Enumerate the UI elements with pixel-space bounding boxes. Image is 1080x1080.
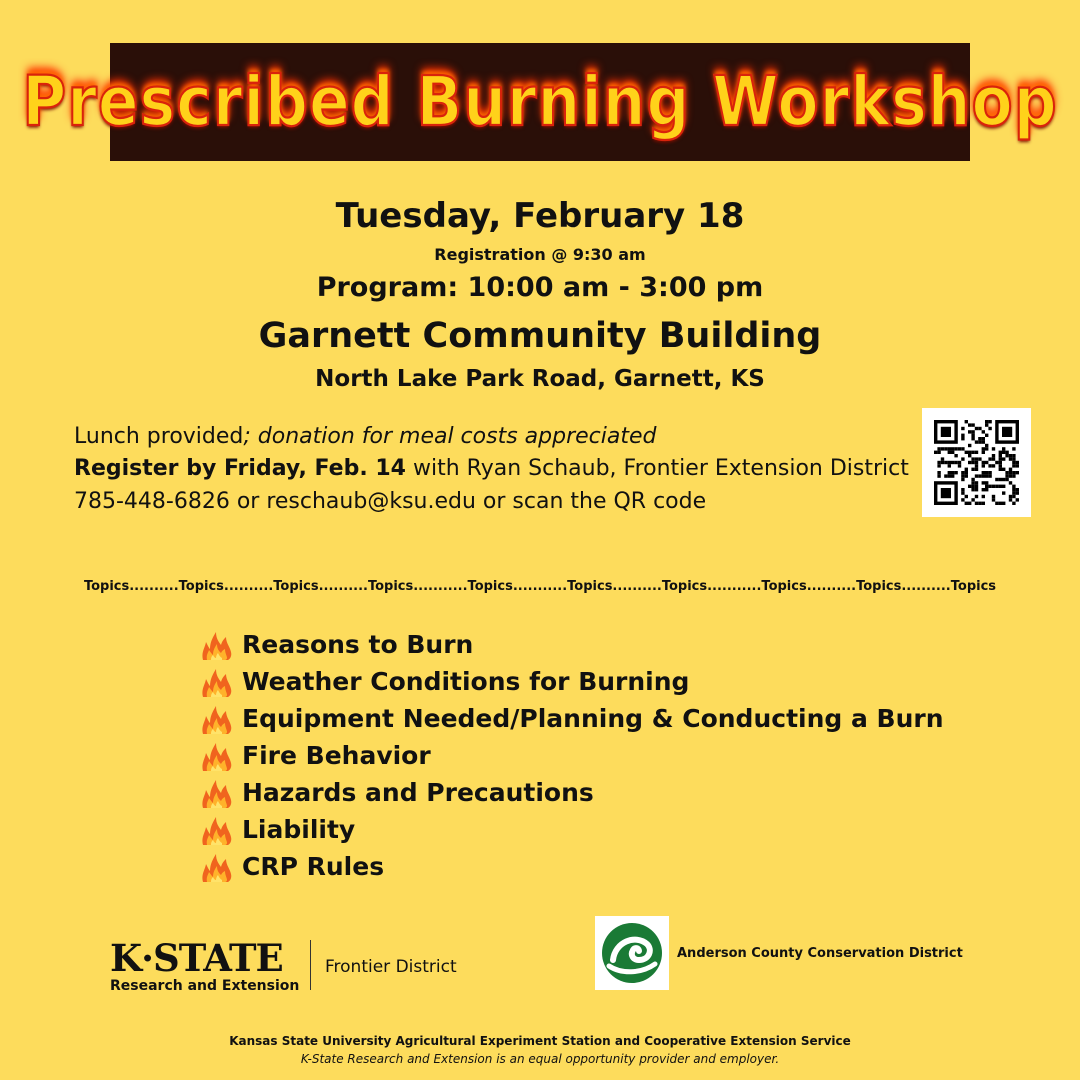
- program-time: Program: 10:00 am - 3:00 pm: [316, 272, 764, 303]
- list-item: [200, 737, 944, 774]
- register-contact-person: with Ryan Schaub, Frontier Extension District: [405, 456, 909, 481]
- conservation-district-logo: [595, 916, 669, 990]
- kstate-district: Frontier District: [325, 957, 457, 977]
- workshop-title: Prescribed Burning Workshop: [22, 61, 1058, 143]
- flame-icon: [200, 850, 234, 884]
- kstate-subtitle: Research and Extension: [110, 978, 300, 994]
- lunch-text: Lunch provided: [74, 424, 244, 449]
- topics-header: Topics..........Topics..........Topics..........Topics...........Topics...........Topics..........Topics...........Topics..........Topics..........Topics: [83, 579, 997, 594]
- flame-icon: [200, 813, 234, 847]
- title-banner: [22, 43, 1058, 161]
- logo-divider: [310, 940, 311, 990]
- conservation-district-name: Anderson County Conservation District: [677, 946, 963, 961]
- topic-list: [200, 626, 944, 885]
- register-deadline: Register by Friday, Feb. 14: [74, 456, 406, 481]
- topic-label: Weather Conditions for Burning: [242, 667, 690, 696]
- lunch-donation-text: ; donation for meal costs appreciated: [243, 424, 657, 449]
- register-info: [74, 456, 909, 481]
- list-item: [200, 663, 944, 700]
- venue-name: Garnett Community Building: [258, 316, 822, 356]
- list-item: [200, 811, 944, 848]
- footer-disclaimer: K-State Research and Extension is an equal opportunity provider and employer.: [300, 1052, 780, 1066]
- topic-label: Hazards and Precautions: [242, 778, 594, 807]
- list-item: [200, 700, 944, 737]
- event-date: Tuesday, February 18: [335, 196, 745, 236]
- kstate-wordmark: K·STATE: [110, 936, 283, 980]
- lunch-info: [74, 424, 656, 449]
- footer-institution: Kansas State University Agricultural Experiment Station and Cooperative Extension Service: [229, 1034, 851, 1048]
- topic-label: Reasons to Burn: [242, 630, 474, 659]
- topic-label: Equipment Needed/Planning & Conducting a Burn: [242, 704, 944, 733]
- qr-code-icon[interactable]: [922, 408, 1031, 517]
- venue-address: North Lake Park Road, Garnett, KS: [315, 366, 765, 392]
- topic-label: Fire Behavior: [242, 741, 431, 770]
- flame-icon: [200, 776, 234, 810]
- list-item: [200, 626, 944, 663]
- flame-icon: [200, 702, 234, 736]
- topic-label: CRP Rules: [242, 852, 385, 881]
- flame-icon: [200, 665, 234, 699]
- contact-info: 785-448-6826 or reschaub@ksu.edu or scan the QR code: [74, 489, 707, 514]
- list-item: [200, 848, 944, 885]
- topic-label: Liability: [242, 815, 356, 844]
- flame-icon: [200, 739, 234, 773]
- registration-time: Registration @ 9:30 am: [434, 245, 646, 264]
- flame-icon: [200, 628, 234, 662]
- kstate-logo: [110, 938, 299, 994]
- list-item: [200, 774, 944, 811]
